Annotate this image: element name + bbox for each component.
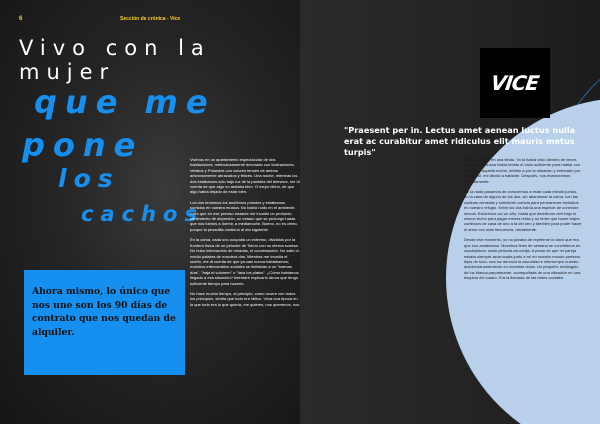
vice-logo: [480, 48, 550, 118]
title-line-5: los: [58, 164, 120, 193]
pull-quote-box: [24, 270, 185, 375]
section-label: Sección de crónica - Vice: [120, 16, 181, 22]
paragraph: No hace mucho tiempo, al principio, como ocurre con todos los principios, sentía que todo era idílico. Vivía una época en la que todo era lo que quería, me quieres, nos queremos, nos: [190, 290, 300, 307]
pull-quote-text: Ahora mismo, lo único que nos une son los 90 días de contrato que nos quedan de alquiler.: [32, 286, 176, 338]
logo-text: VICE: [489, 71, 541, 95]
paragraph: Desde ese momento, yo no paraba de repetirme lo claro que era que nos amábamos. Nuestros fines de semana se convirtieron en cuadrípticos: sushi-película-sé-cobija. A pesar de que mi pareja estaba siempre acurrucada junto a mí en nuestro mundo perfecto, lejos de todo, una luz anunció la oscuridad e interrumpió nuestro autoenclaustramiento en nuestras vidas. Un pequeño rectángulo de luz blanca parpadeante, acompañada de una vibración en una esquina del cuarto. Era la llamada de las redes sociales.: [464, 237, 582, 281]
paragraph: Los dos tenlamos los audífonos puestos y estábamos sumidos en nuestra música. No había ruido en el ambiente. Creo que en ese preciso instante me invadió un profundo sentimiento de depresión, un estado que se prolongó hasta que nos fuimos a dormir, a medianoche. Bueno, no es cierto, porque la pesadilla continuó al día siguiente.: [190, 199, 298, 232]
article-column-left: [190, 157, 300, 312]
title-line-1: Vivo con la: [19, 36, 211, 60]
title-line-2: mujer: [19, 60, 116, 84]
title-line-3: que me: [34, 83, 216, 121]
paragraph: En la cama, cada uno ocupaba un extremo, divididos por la frontera física de un peluche de Totoro con su eterna sonrisa. No hubo intercambio de miradas, ni conversación. No salió ni medio palabra de nosotros dos. Mientras me invadía el sueño, me di cuenta de que ya casi nunca hablábamos; nuestros intercambios sociales se limitaban a un "buenas días", "baja el volumen" o "lava los platos". ¿Cómo habíamos llegado a esa situación? Intentaré explicarlo ahora que tengo suficiente tiempo para hacerlo.: [190, 237, 299, 286]
title-line-6: cachos: [81, 202, 204, 226]
page-number: 6: [19, 16, 23, 22]
paragraph: De la nada pasamos de conocernos a estar cada minuto juntos, en la casa de alguno de los dos, sin abandonar la cama, con las cortinas cerradas y suficiente comida para permanecer recluidos en nuestro refugio. Entre los dos había una especie de conexión sexual. Estuvimos así un año, hasta que decidimos vivir bajo el mismo techo para pagar menos renta y no tener que hacer viajes continuos de casa de uno a la del otro y también para poder hacer el amor con más frecuencia, obviamente.: [464, 189, 582, 232]
title-line-4: pone: [22, 126, 144, 164]
highlight-quote: "Praesent per in. Lectus amet aenean luctus nulla erat ac curabitur amet ridiculus elit mauris metus turpis": [344, 125, 576, 157]
paragraph: Todo comenzó en una fiesta. Ya la había visto dientes de veces antes, pero nunca había tenido el valor suficiente para hablar con ella. Pero aquella noche, debido a por la situación y entonado por el alcohol, me decidí a hablarle. Después, nos enamoramos perdidamente.: [464, 157, 581, 184]
article-column-right: [464, 157, 582, 286]
right-page: [300, 0, 600, 424]
paragraph: Vivimos en un apartamento espectacular de dos habitaciones, meticulosamente decorado con ilustraciones, retratos y Polaroids con colores tenues de ambos amorosamente abrazados y felices. Una noche, mientras los dos estábamos sólo bajo luz de la pantalla del televisor, me di cuenta de que algo no andaba bien. O mejor dicho, de que algo había dejado de estar bien.: [190, 157, 300, 195]
